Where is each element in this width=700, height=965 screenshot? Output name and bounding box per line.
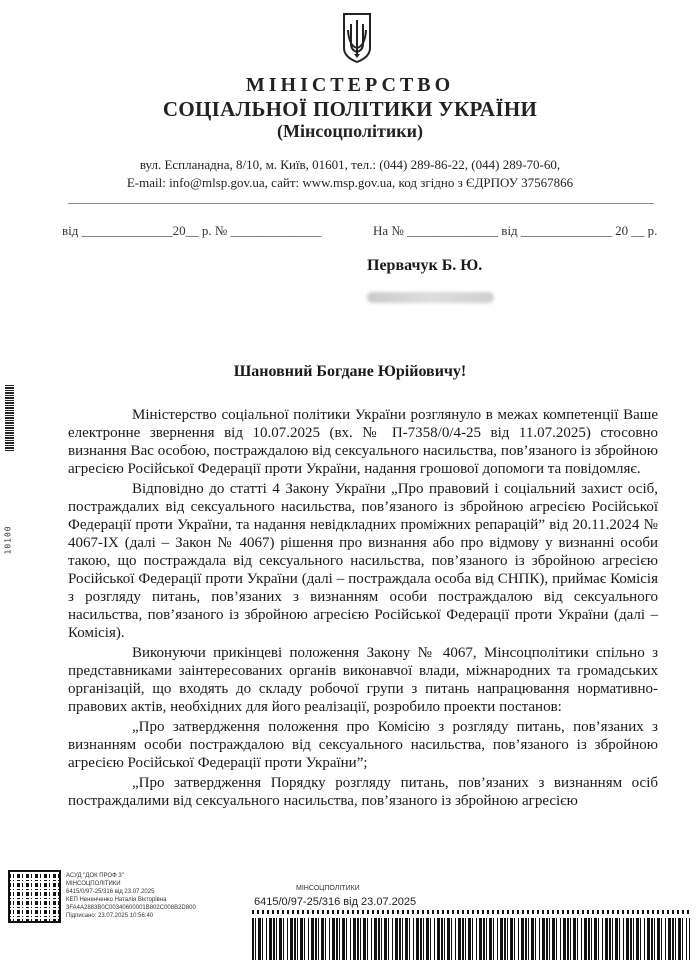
ministry-short-name: (Мінсоцполітики) [277,121,423,141]
side-barcode [5,385,14,451]
ministry-title-line2: СОЦІАЛЬНОЇ ПОЛІТИКИ УКРАЇНИ [162,97,538,121]
body-paragraph: Виконуючи прикінцеві положення Закону № 4067, Мінсоцполітики спільно з представниками заінтересованих органів виконавчої влади, міжнародних та громадських організацій, що входять до складу робочої групи з питань напрацювання нормативно-правових актів, необхідних для його реалізації, розробило проекти постанов: [68,645,658,715]
ministry-title-line1: МІНІСТЕРСТВО [245,74,455,96]
signature-info [66,872,196,920]
salutation: Шановний Богдане Юрійовичу! [233,363,467,380]
body-paragraph: Відповідно до статті 4 Закону України „Про правовий і соціальний захист осіб, постраждалих від сексуального насильства, пов’язаного із збройною агресією Російської Федерації проти України, та надання невідкладних проміжних репарацій” від 20.11.2024 № 4067-ІХ (далі – Закон № 4067) рішення про визнання або про відмову у визнанні особи такою, що постраждала від сексуального насильства, пов’язаного із збройною агресією Російської Федерації проти України (далі – постраждала особа від СНПК), приймає Комісія з розгляду питань, пов’язаних з визнанням особи постраждалою від сексуального насильства, пов’язаного із збройною агресією Російської Федерації проти України (далі – Комісія). [68,481,658,641]
barcode-top-strip [252,910,690,914]
side-registration-number: 10100 [3,525,13,555]
contact-email-site: E-mail: info@mlsp.gov.ua, сайт: www.msp.gov.ua, код згідно з ЄДРПОУ 37567866 [126,175,574,190]
signature-info-line: 3FA4A2883B0C00340600001B802C008B2D800 [66,905,196,911]
registry-number: 6415/0/97-25/316 від 23.07.2025 [254,896,417,908]
contact-address: вул. Еспланадна, 8/10, м. Київ, 01601, тел.: (044) 289-86-22, (044) 289-70-60, [139,157,561,172]
signature-info-line: АСУД "ДОК ПРОФ 3" [66,873,124,879]
header-divider [68,203,654,204]
signature-info-line: МІНСОЦПОЛІТИКИ [66,881,121,887]
signature-info-line: Підписано: 23.07.2025 10:56:40 [66,913,154,919]
registry-barcode [252,918,690,960]
signature-info-line: 6415/0/97-25/316 від 23.07.2025 [66,889,155,895]
recipient-email-redacted [367,292,494,303]
draft-resolution-item: „Про затвердження Порядку розгляду питань, пов’язаних з визнанням осіб постраждалими від сексуального насильства, пов’язаного із збройною агресією [68,775,658,809]
incoming-reference: На № ______________ від ______________ 20 __ р. [373,223,658,238]
draft-resolution-item: „Про затвердження положення про Комісію з розгляду питань, пов’язаних з визнанням особи постраждалою від сексуального насильства, пов’язаного із збройною агресією Російської Федерації проти України”; [68,719,658,771]
outgoing-reference: від ______________20__ р. № ______________ [62,223,322,238]
signature-info-line: КЕП Нененченко Наталія Вікторівна [66,897,167,903]
trident-emblem-icon [340,10,374,64]
registry-label: МІНСОЦПОЛІТИКИ [296,885,360,892]
letter-body [68,406,658,812]
qr-code-frame [8,870,61,923]
body-paragraph: Міністерство соціальної політики України розглянуло в межах компетенції Ваше електронне звернення від 10.07.2025 (вх. № П-7358/0/4-25 від 11.07.2025) стосовно визнання Вас особою, постраждалою від сексуального насильства, пов’язаного із збройною агресією Російської Федерації проти України, надання грошової допомоги та повідомляє. [68,407,658,477]
recipient-name: Первачук Б. Ю. [367,257,483,274]
